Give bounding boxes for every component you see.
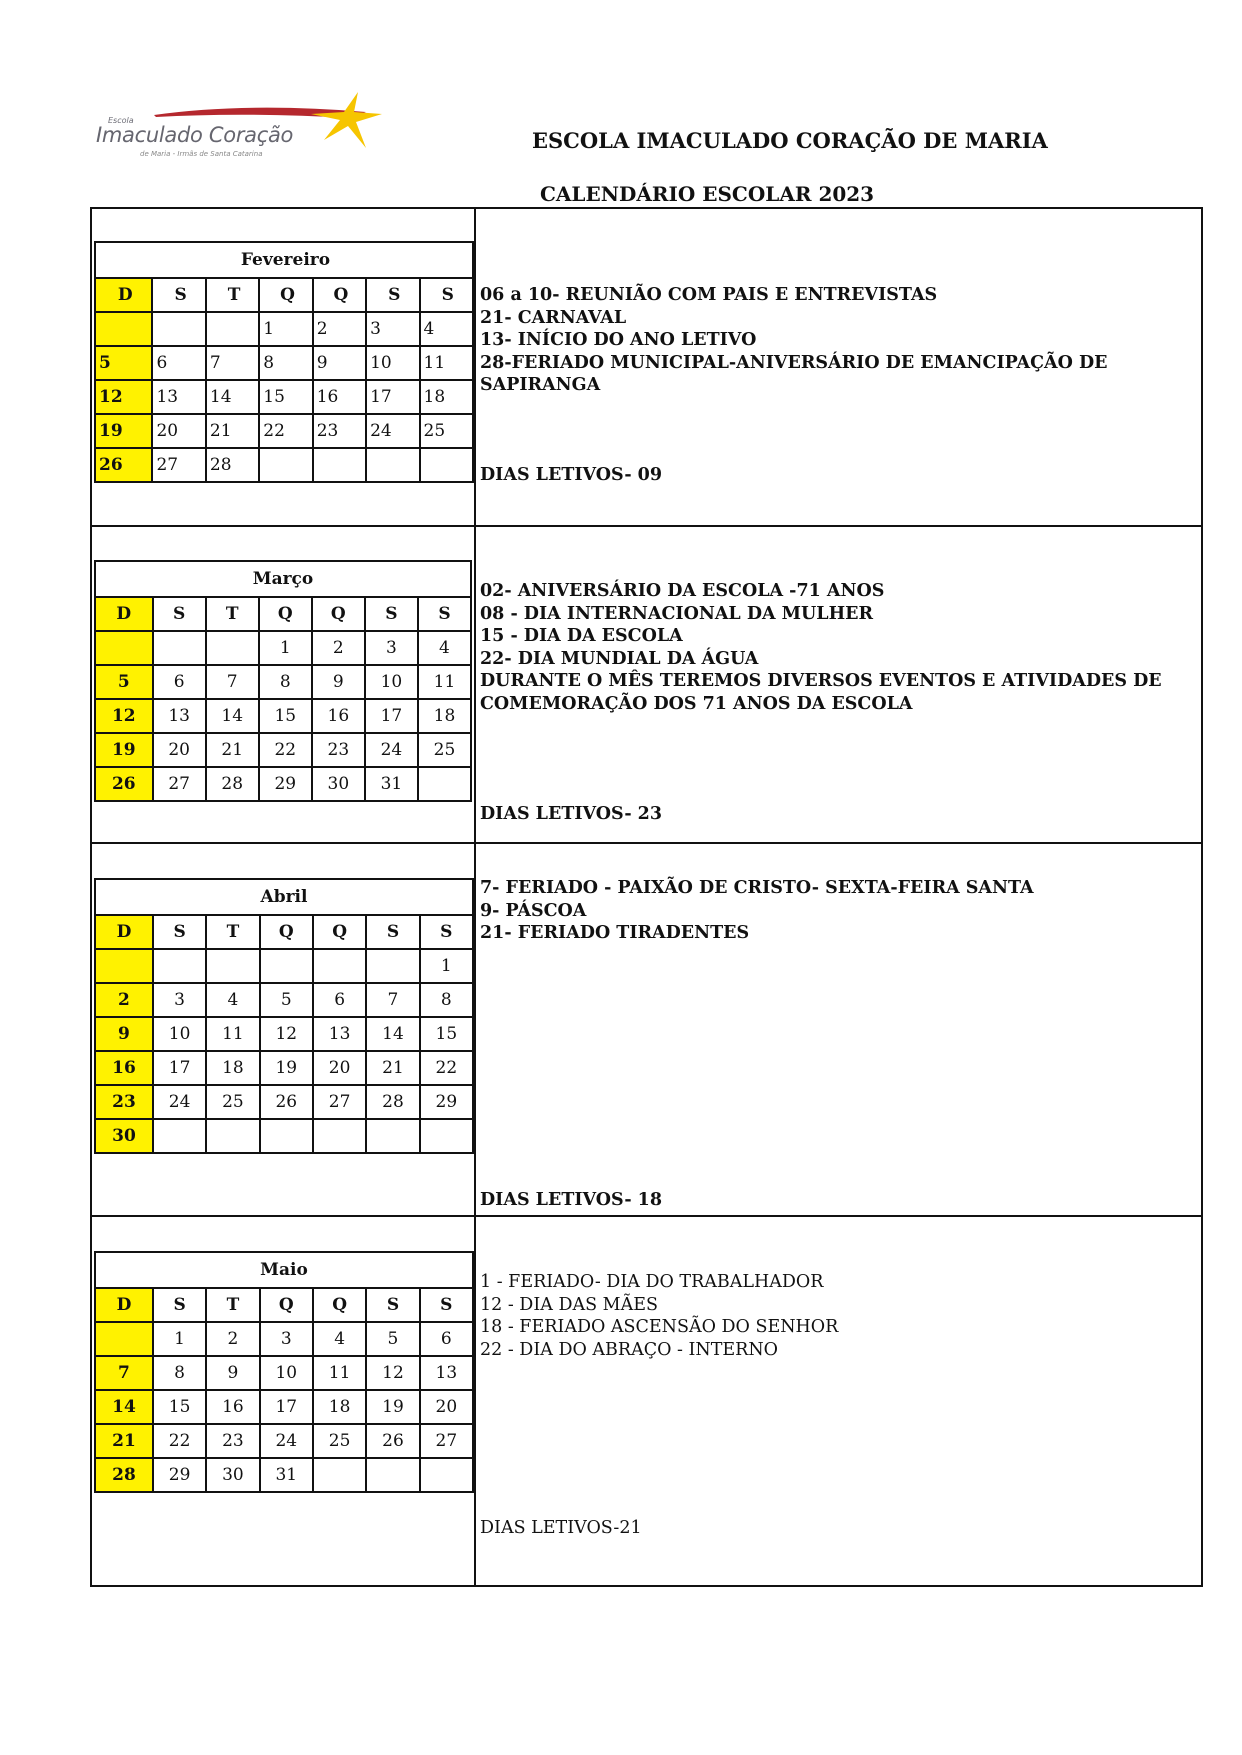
day-cell: 11: [313, 1356, 366, 1390]
day-cell: [153, 1119, 206, 1153]
sunday-cell: 28: [95, 1458, 153, 1492]
event-item: 22 - DIA DO ABRAÇO - INTERNO: [480, 1339, 778, 1360]
weekday-header: S: [365, 597, 418, 631]
day-cell: 9: [313, 346, 366, 380]
day-cell: [206, 1119, 259, 1153]
weekday-header: Q: [312, 597, 365, 631]
weekday-header: Q: [259, 597, 312, 631]
sunday-cell: 12: [95, 380, 152, 414]
weekday-header: S: [153, 915, 206, 949]
sunday-cell: 19: [95, 733, 153, 767]
day-cell: 2: [206, 1322, 259, 1356]
day-cell: [260, 1119, 313, 1153]
day-cell: 9: [312, 665, 365, 699]
event-item: 13- INÍCIO DO ANO LETIVO: [480, 330, 757, 350]
day-cell: 17: [260, 1390, 313, 1424]
event-item: DURANTE O MÊS TEREMOS DIVERSOS EVENTOS E ATIVIDADES DE COMEMORAÇÃO DOS 71 ANOS DA ESCOLA: [480, 671, 1168, 714]
day-cell: 4: [420, 312, 473, 346]
day-cell: 10: [366, 346, 419, 380]
day-cell: 16: [312, 699, 365, 733]
row-divider: [90, 1215, 1203, 1217]
week-row: [95, 983, 473, 1017]
weekday-header: D: [95, 278, 152, 312]
day-cell: 18: [313, 1390, 366, 1424]
day-cell: 18: [418, 699, 471, 733]
week-row: [95, 631, 471, 665]
event-item: 08 - DIA INTERNACIONAL DA MULHER: [480, 603, 874, 624]
day-cell: 6: [313, 983, 366, 1017]
day-cell: 28: [206, 448, 259, 482]
weekday-header: D: [95, 915, 153, 949]
event-item: 18 - FERIADO ASCENSÃO DO SENHOR: [480, 1317, 839, 1337]
month-table-maio: [94, 1251, 474, 1493]
day-cell: 3: [366, 312, 419, 346]
week-row: [95, 1322, 473, 1356]
week-row: [95, 1390, 473, 1424]
day-cell: 19: [260, 1051, 313, 1085]
day-cell: 24: [366, 414, 419, 448]
day-cell: 4: [418, 631, 471, 665]
day-cell: 24: [153, 1085, 206, 1119]
sunday-cell: 9: [95, 1017, 153, 1051]
day-cell: 25: [313, 1424, 366, 1458]
day-cell: [420, 448, 473, 482]
day-cell: 15: [259, 380, 312, 414]
weekday-header: Q: [313, 278, 366, 312]
day-cell: 29: [420, 1085, 473, 1119]
logo-line1: Escola: [108, 116, 134, 125]
weekday-header: T: [206, 597, 259, 631]
month-name: Maio: [95, 1252, 473, 1288]
sunday-cell: [95, 312, 152, 346]
day-cell: 24: [260, 1424, 313, 1458]
event-item: 06 a 10- REUNIÃO COM PAIS E ENTREVISTAS: [480, 285, 938, 305]
event-item: 7- FERIADO - PAIXÃO DE CRISTO- SEXTA-FEIRA SANTA: [480, 878, 1034, 898]
weekday-header: S: [420, 1288, 473, 1322]
day-cell: 1: [259, 631, 312, 665]
day-cell: 15: [420, 1017, 473, 1051]
day-cell: 8: [259, 346, 312, 380]
week-row: [95, 380, 473, 414]
day-cell: 7: [206, 346, 259, 380]
day-cell: 10: [365, 665, 418, 699]
week-row: [95, 1356, 473, 1390]
sunday-cell: 30: [95, 1119, 153, 1153]
day-cell: 13: [313, 1017, 366, 1051]
day-cell: 25: [420, 414, 473, 448]
day-cell: 25: [418, 733, 471, 767]
weekday-header: D: [95, 1288, 153, 1322]
day-cell: 6: [152, 346, 205, 380]
weekday-header: S: [153, 1288, 206, 1322]
month-table-abril: [94, 878, 474, 1154]
day-cell: [366, 448, 419, 482]
week-row: [95, 346, 473, 380]
day-cell: 21: [366, 1051, 419, 1085]
month-events: [480, 284, 1190, 397]
month-events: [480, 580, 1190, 715]
month-table-fevereiro: [94, 241, 474, 483]
day-cell: 19: [366, 1390, 419, 1424]
day-cell: [206, 949, 259, 983]
dias-letivos: DIAS LETIVOS- 09: [480, 465, 663, 485]
day-cell: 18: [420, 380, 473, 414]
sunday-cell: 16: [95, 1051, 153, 1085]
week-row: [95, 733, 471, 767]
week-row: [95, 312, 473, 346]
week-row: [95, 1458, 473, 1492]
month-name: Fevereiro: [95, 242, 473, 278]
day-cell: 27: [313, 1085, 366, 1119]
day-cell: [366, 1119, 419, 1153]
day-cell: 23: [313, 414, 366, 448]
sunday-cell: 19: [95, 414, 152, 448]
day-cell: 20: [313, 1051, 366, 1085]
weekday-header: Q: [313, 915, 366, 949]
day-cell: 17: [153, 1051, 206, 1085]
week-row: [95, 1119, 473, 1153]
sunday-cell: 12: [95, 699, 153, 733]
event-item: 21- FERIADO TIRADENTES: [480, 923, 750, 943]
week-row: [95, 699, 471, 733]
day-cell: [366, 1458, 419, 1492]
day-cell: 9: [206, 1356, 259, 1390]
day-cell: 8: [420, 983, 473, 1017]
day-cell: 10: [153, 1017, 206, 1051]
week-row: [95, 1017, 473, 1051]
sunday-cell: 2: [95, 983, 153, 1017]
school-name: ESCOLA IMACULADO CORAÇÃO DE MARIA: [532, 128, 1048, 153]
logo-line3: de Maria - Irmãs de Santa Catarina: [140, 150, 263, 158]
day-cell: 3: [365, 631, 418, 665]
day-cell: 11: [418, 665, 471, 699]
logo-line2: Imaculado Coração: [96, 123, 294, 147]
day-cell: 3: [153, 983, 206, 1017]
day-cell: 2: [312, 631, 365, 665]
weekday-header: S: [420, 915, 473, 949]
day-cell: 20: [153, 733, 206, 767]
day-cell: 6: [420, 1322, 473, 1356]
weekday-header: S: [153, 597, 206, 631]
day-cell: 7: [206, 665, 259, 699]
day-cell: [313, 1458, 366, 1492]
sunday-cell: 23: [95, 1085, 153, 1119]
day-cell: [206, 631, 259, 665]
day-cell: 18: [206, 1051, 259, 1085]
day-cell: 4: [206, 983, 259, 1017]
sunday-cell: 26: [95, 767, 153, 801]
day-cell: 14: [206, 380, 259, 414]
sunday-cell: 5: [95, 346, 152, 380]
day-cell: 13: [153, 699, 206, 733]
dias-letivos: DIAS LETIVOS- 18: [480, 1190, 663, 1210]
day-cell: 11: [420, 346, 473, 380]
day-cell: 10: [260, 1356, 313, 1390]
week-row: [95, 414, 473, 448]
day-cell: 2: [313, 312, 366, 346]
dias-letivos: DIAS LETIVOS-21: [480, 1518, 642, 1538]
column-divider: [474, 207, 476, 1587]
day-cell: 3: [260, 1322, 313, 1356]
day-cell: 20: [420, 1390, 473, 1424]
day-cell: 29: [259, 767, 312, 801]
day-cell: 13: [420, 1356, 473, 1390]
day-cell: 22: [259, 414, 312, 448]
month-events: [480, 877, 1190, 945]
weekday-header: Q: [313, 1288, 366, 1322]
day-cell: 7: [366, 983, 419, 1017]
day-cell: 14: [366, 1017, 419, 1051]
day-cell: 21: [206, 733, 259, 767]
event-item: 21- CARNAVAL: [480, 307, 627, 328]
day-cell: 27: [152, 448, 205, 482]
week-row: [95, 767, 471, 801]
row-divider: [90, 525, 1203, 527]
row-divider: [90, 842, 1203, 844]
day-cell: 14: [206, 699, 259, 733]
day-cell: 30: [312, 767, 365, 801]
day-cell: [418, 767, 471, 801]
day-cell: [366, 949, 419, 983]
day-cell: 5: [366, 1322, 419, 1356]
day-cell: [313, 448, 366, 482]
event-item: 12 - DIA DAS MÃES: [480, 1294, 658, 1315]
day-cell: 24: [365, 733, 418, 767]
sunday-cell: [95, 631, 153, 665]
day-cell: 25: [206, 1085, 259, 1119]
day-cell: 27: [153, 767, 206, 801]
day-cell: 23: [312, 733, 365, 767]
event-item: 28-FERIADO MUNICIPAL-ANIVERSÁRIO DE EMANCIPAÇÃO DE SAPIRANGA: [480, 352, 1114, 395]
day-cell: 16: [206, 1390, 259, 1424]
weekday-header: T: [206, 278, 259, 312]
weekday-header: D: [95, 597, 153, 631]
day-cell: 31: [260, 1458, 313, 1492]
sunday-cell: 21: [95, 1424, 153, 1458]
day-cell: 4: [313, 1322, 366, 1356]
sunday-cell: [95, 1322, 153, 1356]
day-cell: 11: [206, 1017, 259, 1051]
day-cell: 27: [420, 1424, 473, 1458]
day-cell: 20: [152, 414, 205, 448]
month-name: Abril: [95, 879, 473, 915]
weekday-header: Q: [260, 915, 313, 949]
day-cell: [152, 312, 205, 346]
event-item: 15 - DIA DA ESCOLA: [480, 626, 683, 646]
weekday-header: S: [418, 597, 471, 631]
day-cell: 28: [206, 767, 259, 801]
day-cell: 5: [260, 983, 313, 1017]
sunday-cell: 26: [95, 448, 152, 482]
week-row: [95, 665, 471, 699]
sunday-cell: 7: [95, 1356, 153, 1390]
day-cell: 8: [153, 1356, 206, 1390]
day-cell: 12: [366, 1356, 419, 1390]
day-cell: [313, 949, 366, 983]
day-cell: 8: [259, 665, 312, 699]
dias-letivos: DIAS LETIVOS- 23: [480, 804, 663, 824]
day-cell: [259, 448, 312, 482]
day-cell: [260, 949, 313, 983]
event-item: 02- ANIVERSÁRIO DA ESCOLA -71 ANOS: [480, 581, 885, 601]
day-cell: 29: [153, 1458, 206, 1492]
day-cell: 1: [259, 312, 312, 346]
day-cell: 31: [365, 767, 418, 801]
week-row: [95, 1085, 473, 1119]
day-cell: 23: [206, 1424, 259, 1458]
day-cell: 30: [206, 1458, 259, 1492]
event-item: 22- DIA MUNDIAL DA ÁGUA: [480, 648, 759, 669]
weekday-header: S: [366, 1288, 419, 1322]
weekday-header: S: [366, 278, 419, 312]
month-name: Março: [95, 561, 471, 597]
day-cell: [153, 631, 206, 665]
sunday-cell: 5: [95, 665, 153, 699]
day-cell: 22: [259, 733, 312, 767]
day-cell: 1: [420, 949, 473, 983]
weekday-header: S: [152, 278, 205, 312]
day-cell: 22: [153, 1424, 206, 1458]
day-cell: 1: [153, 1322, 206, 1356]
day-cell: 17: [366, 380, 419, 414]
school-logo: [96, 90, 386, 160]
weekday-header: Q: [259, 278, 312, 312]
day-cell: 17: [365, 699, 418, 733]
week-row: [95, 949, 473, 983]
weekday-header: S: [420, 278, 473, 312]
day-cell: 16: [313, 380, 366, 414]
day-cell: [313, 1119, 366, 1153]
month-events: [480, 1271, 1190, 1361]
day-cell: [420, 1119, 473, 1153]
weekday-header: Q: [260, 1288, 313, 1322]
event-item: 1 - FERIADO- DIA DO TRABALHADOR: [480, 1272, 824, 1292]
month-table-marco: [94, 560, 472, 802]
calendar-title: CALENDÁRIO ESCOLAR 2023: [540, 182, 875, 206]
weekday-header: T: [206, 1288, 259, 1322]
day-cell: 13: [152, 380, 205, 414]
day-cell: 6: [153, 665, 206, 699]
event-item: 9- PÁSCOA: [480, 900, 587, 921]
week-row: [95, 448, 473, 482]
day-cell: 15: [153, 1390, 206, 1424]
day-cell: [420, 1458, 473, 1492]
day-cell: [206, 312, 259, 346]
day-cell: 15: [259, 699, 312, 733]
day-cell: 22: [420, 1051, 473, 1085]
week-row: [95, 1051, 473, 1085]
day-cell: 28: [366, 1085, 419, 1119]
day-cell: 12: [260, 1017, 313, 1051]
weekday-header: T: [206, 915, 259, 949]
day-cell: 21: [206, 414, 259, 448]
week-row: [95, 1424, 473, 1458]
day-cell: 26: [366, 1424, 419, 1458]
day-cell: [153, 949, 206, 983]
sunday-cell: [95, 949, 153, 983]
day-cell: 26: [260, 1085, 313, 1119]
sunday-cell: 14: [95, 1390, 153, 1424]
weekday-header: S: [366, 915, 419, 949]
